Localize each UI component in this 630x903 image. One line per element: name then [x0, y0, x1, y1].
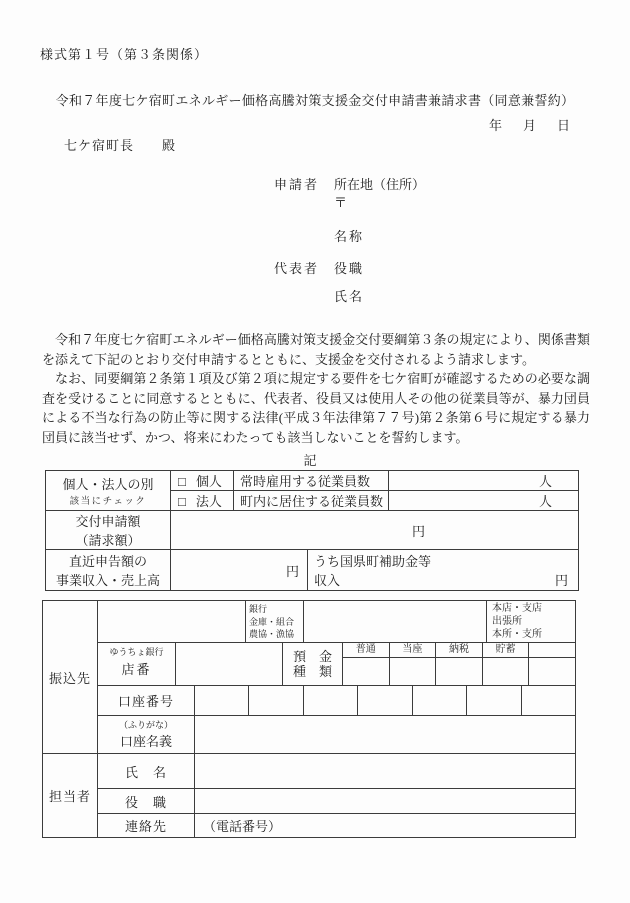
- staff-position-label: 役 職: [98, 789, 195, 813]
- deposit-type-ordinary: 普通: [343, 643, 390, 657]
- request-paragraph: 令和７年度七ケ宿町エネルギー価格高騰対策支援金交付要綱第３条の規定により、関係書類を添えて下記のとおり交付申請するとともに、支援金を交付されるよう請求します。: [42, 332, 590, 367]
- deposit-type-label: [283, 643, 343, 685]
- date-day-label: 日: [557, 118, 571, 133]
- checkbox-corporate[interactable]: [171, 491, 234, 511]
- deposit-type-check-cells: [343, 658, 575, 685]
- form-number: 様式第１号（第３条関係）: [40, 47, 209, 62]
- account-number-label: 口座番号: [98, 686, 195, 715]
- group-label-column: [43, 601, 98, 837]
- branch-type-options: [487, 601, 575, 642]
- furigana-label: （ふりがな）: [118, 720, 173, 730]
- pledge-paragraph: なお、同要綱第２条第１項及び第２項に規定する要件を七ケ宿町が確認するための必要な調査を受けることに同意するとともに、代表者、役員又は使用人その他の従業員等が、暴力団員による不当な行為の防止等に関する法律(平成３年法律第７７号)第２条第６号に規定する暴力団員に該当せず、かつ、将来にわたっても該当しないことを誓約します。: [42, 371, 590, 445]
- checkbox-individual[interactable]: [171, 471, 234, 491]
- fulltime-employees-label: 常時雇用する従業員数: [240, 474, 371, 489]
- account-digit-cell-1[interactable]: [195, 686, 249, 715]
- date-month-label: 月: [523, 118, 537, 133]
- bank-type-options: [246, 601, 304, 642]
- bank-type-nokyo: 農協・漁協: [249, 629, 295, 639]
- staff-position-input[interactable]: [195, 789, 575, 813]
- unit-yen: 円: [555, 573, 569, 588]
- body-text: [42, 330, 590, 447]
- unit-yen: 円: [285, 563, 299, 579]
- checkbox-corporate-icon[interactable]: □: [178, 494, 186, 509]
- representative-label: 代表者: [274, 261, 320, 276]
- recent-revenue-label: 直近申告額の: [68, 554, 147, 569]
- phone-number-note: （電話番号）: [203, 819, 282, 834]
- bank-type-bank: 銀行: [249, 604, 268, 614]
- deposit-check-ordinary[interactable]: [343, 658, 390, 685]
- checkbox-individual-label: 個人: [195, 474, 222, 489]
- transfer-destination-label: 振込先: [43, 601, 97, 754]
- unit-yen: 円: [412, 523, 426, 539]
- date-year-label: 年: [489, 118, 503, 133]
- store-number-label: 店番: [121, 662, 152, 677]
- recent-revenue-input[interactable]: [171, 550, 308, 591]
- yucho-bank-label: ゆうちょ銀行: [109, 647, 164, 657]
- checkbox-corporate-label: 法人: [195, 494, 222, 509]
- checkbox-individual-icon[interactable]: □: [178, 474, 186, 489]
- subsidy-income-label: うち国県町補助金等: [314, 554, 432, 569]
- application-amount-label-sub: （請求額）: [75, 533, 141, 548]
- entity-type-note: 該当にチェック: [69, 497, 147, 507]
- section-heading-ki: 記: [303, 453, 319, 468]
- deposit-type-options: [343, 643, 575, 685]
- resident-employees-label: 町内に居住する従業員数: [240, 494, 384, 509]
- account-digit-cell-4[interactable]: [358, 686, 412, 715]
- subsidy-income-label-sub: 収入: [314, 573, 341, 588]
- deposit-type-current: 当座: [390, 643, 437, 657]
- fulltime-employees-input[interactable]: [389, 471, 579, 491]
- staff-name-input[interactable]: [195, 754, 575, 788]
- staff-label: 担当者: [48, 789, 91, 804]
- branch-type-honten: 本店・支店: [492, 603, 542, 614]
- branch-type-honsho: 本所・支所: [492, 629, 542, 640]
- phone-number-input[interactable]: [195, 814, 575, 837]
- deposit-check-tax[interactable]: [436, 658, 483, 685]
- unit-person: 人: [539, 494, 553, 509]
- addressee-line: 七ケ宿町長 殿: [64, 138, 177, 153]
- recent-revenue-label-sub: 事業収入・売上高: [55, 573, 160, 588]
- postal-mark-icon: 〒: [334, 195, 348, 210]
- account-number-row: [98, 686, 575, 716]
- account-digit-cell-7[interactable]: [522, 686, 575, 715]
- staff-name-label: 氏 名: [98, 754, 195, 788]
- applicant-address-label: 所在地（住所）: [334, 177, 426, 192]
- bank-name-row: [98, 601, 575, 643]
- bank-name-input[interactable]: [98, 601, 246, 642]
- deposit-check-savings[interactable]: [483, 658, 530, 685]
- account-name-input[interactable]: [195, 716, 575, 753]
- deposit-type-other: [529, 643, 575, 657]
- entity-type-label: 個人・法人の別: [62, 477, 154, 492]
- application-amount-row: [46, 511, 579, 550]
- recent-revenue-row: [46, 550, 579, 591]
- deposit-type-headers: [343, 643, 575, 658]
- deposit-label-line2: 種 類: [292, 664, 332, 679]
- account-name-row: [98, 716, 575, 754]
- application-amount-label: 交付申請額: [75, 514, 141, 529]
- resident-employees-label-cell: [234, 491, 389, 511]
- unit-person: 人: [539, 474, 553, 489]
- bank-type-kinko: 金庫・組合: [249, 616, 295, 627]
- account-digit-cell-6[interactable]: [467, 686, 521, 715]
- account-digit-cell-2[interactable]: [249, 686, 303, 715]
- yucho-store-number-label: [98, 643, 176, 685]
- contact-label: 連絡先: [98, 814, 195, 837]
- account-digit-cell-3[interactable]: [304, 686, 358, 715]
- contact-row: [98, 814, 575, 837]
- entity-type-label-cell: [46, 471, 171, 511]
- store-number-input[interactable]: [176, 643, 283, 685]
- account-digit-cell-5[interactable]: [413, 686, 467, 715]
- staff-name-row: [98, 754, 575, 789]
- page-title: 令和７年度七ケ宿町エネルギー価格高騰対策支援金交付申請書兼請求書（同意兼誓約）: [55, 93, 575, 108]
- deposit-type-tax: 納税: [436, 643, 483, 657]
- application-amount-input[interactable]: [171, 511, 579, 550]
- account-name-label: 口座名義: [119, 734, 172, 749]
- deposit-type-savings: 貯蓄: [483, 643, 530, 657]
- fulltime-employees-label-cell: [234, 471, 389, 491]
- branch-type-shutchojo: 出張所: [492, 616, 522, 627]
- subsidy-income-input[interactable]: [308, 550, 579, 591]
- account-name-label-cell: [98, 716, 195, 753]
- deposit-label-line1: 預 金: [292, 649, 332, 664]
- staff-position-row: [98, 789, 575, 814]
- bank-rows: [98, 601, 575, 837]
- date-line: [489, 115, 570, 134]
- representative-position-label: 役職: [334, 261, 365, 276]
- entity-type-row-1: [46, 471, 579, 491]
- summary-table: [45, 470, 579, 591]
- applicant-label: 申請者: [274, 177, 320, 192]
- bank-transfer-table: [42, 600, 576, 838]
- deposit-type-row: [98, 643, 575, 686]
- resident-employees-input[interactable]: [389, 491, 579, 511]
- branch-name-input[interactable]: [304, 601, 487, 642]
- application-amount-label-cell: [46, 511, 171, 550]
- deposit-check-other[interactable]: [529, 658, 575, 685]
- applicant-name-label: 名称: [334, 229, 365, 244]
- recent-revenue-label-cell: [46, 550, 171, 591]
- representative-fullname-label: 氏名: [334, 289, 365, 304]
- deposit-check-current[interactable]: [390, 658, 437, 685]
